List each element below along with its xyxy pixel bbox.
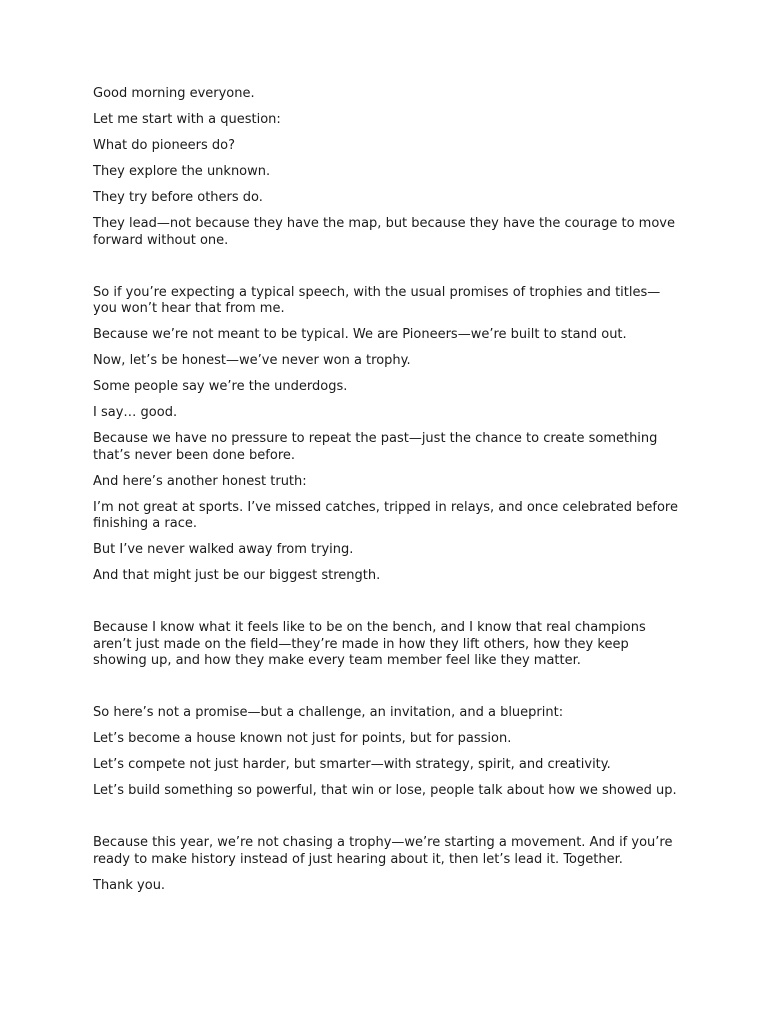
paragraph: Because this year, we’re not chasing a trophy—we’re starting a movement. And if you’re ready to make history instead of just hearing about it, then let’s lead it. Together.	[93, 835, 673, 867]
paragraph: Because I know what it feels like to be on the bench, and I know that real champions aren’t just made on the field—they’re made in how they lift others, how they keep showing up, and how they make every team member feel like they matter.	[93, 620, 646, 668]
paragraph-spacer	[93, 259, 683, 285]
paragraph: Now, let’s be honest—we’ve never won a trophy.	[93, 353, 411, 368]
paragraph: And that might just be our biggest strength.	[93, 568, 381, 583]
paragraph: Thank you.	[93, 877, 166, 893]
speech-body	[93, 86, 683, 904]
paragraph: Let me start with a question:	[93, 112, 281, 127]
paragraph: Let’s become a house known not just for points, but for passion.	[93, 731, 512, 746]
paragraph: And here’s another honest truth:	[93, 473, 307, 489]
paragraph: Good morning everyone.	[93, 86, 255, 101]
paragraph: Because we have no pressure to repeat the past—just the chance to create something that’s never been done before.	[93, 431, 658, 463]
paragraph: I say… good.	[93, 405, 178, 420]
paragraph: So here’s not a promise—but a challenge, an invitation, and a blueprint:	[93, 705, 564, 720]
paragraph-spacer	[93, 809, 683, 835]
paragraph-spacer	[93, 594, 683, 620]
paragraph: Let’s compete not just harder, but smarter—with strategy, spirit, and creativity.	[93, 757, 611, 772]
paragraph-spacer	[93, 679, 683, 705]
paragraph: What do pioneers do?	[93, 138, 236, 153]
paragraph: They lead—not because they have the map, but because they have the courage to move forward without one.	[93, 216, 675, 248]
paragraph: Some people say we’re the underdogs.	[93, 379, 348, 394]
paragraph: I’m not great at sports. I’ve missed catches, tripped in relays, and once celebrated before finishing a race.	[93, 499, 678, 531]
paragraph: Because we’re not meant to be typical. We are Pioneers—we’re built to stand out.	[93, 327, 627, 342]
paragraph: So if you’re expecting a typical speech, with the usual promises of trophies and titles—you won’t hear that from me.	[93, 284, 661, 316]
paragraph: Let’s build something so powerful, that win or lose, people talk about how we showed up.	[93, 783, 677, 798]
paragraph: They try before others do.	[93, 190, 263, 205]
paragraph: But I’ve never walked away from trying.	[93, 542, 354, 557]
paragraph: They explore the unknown.	[93, 164, 271, 179]
